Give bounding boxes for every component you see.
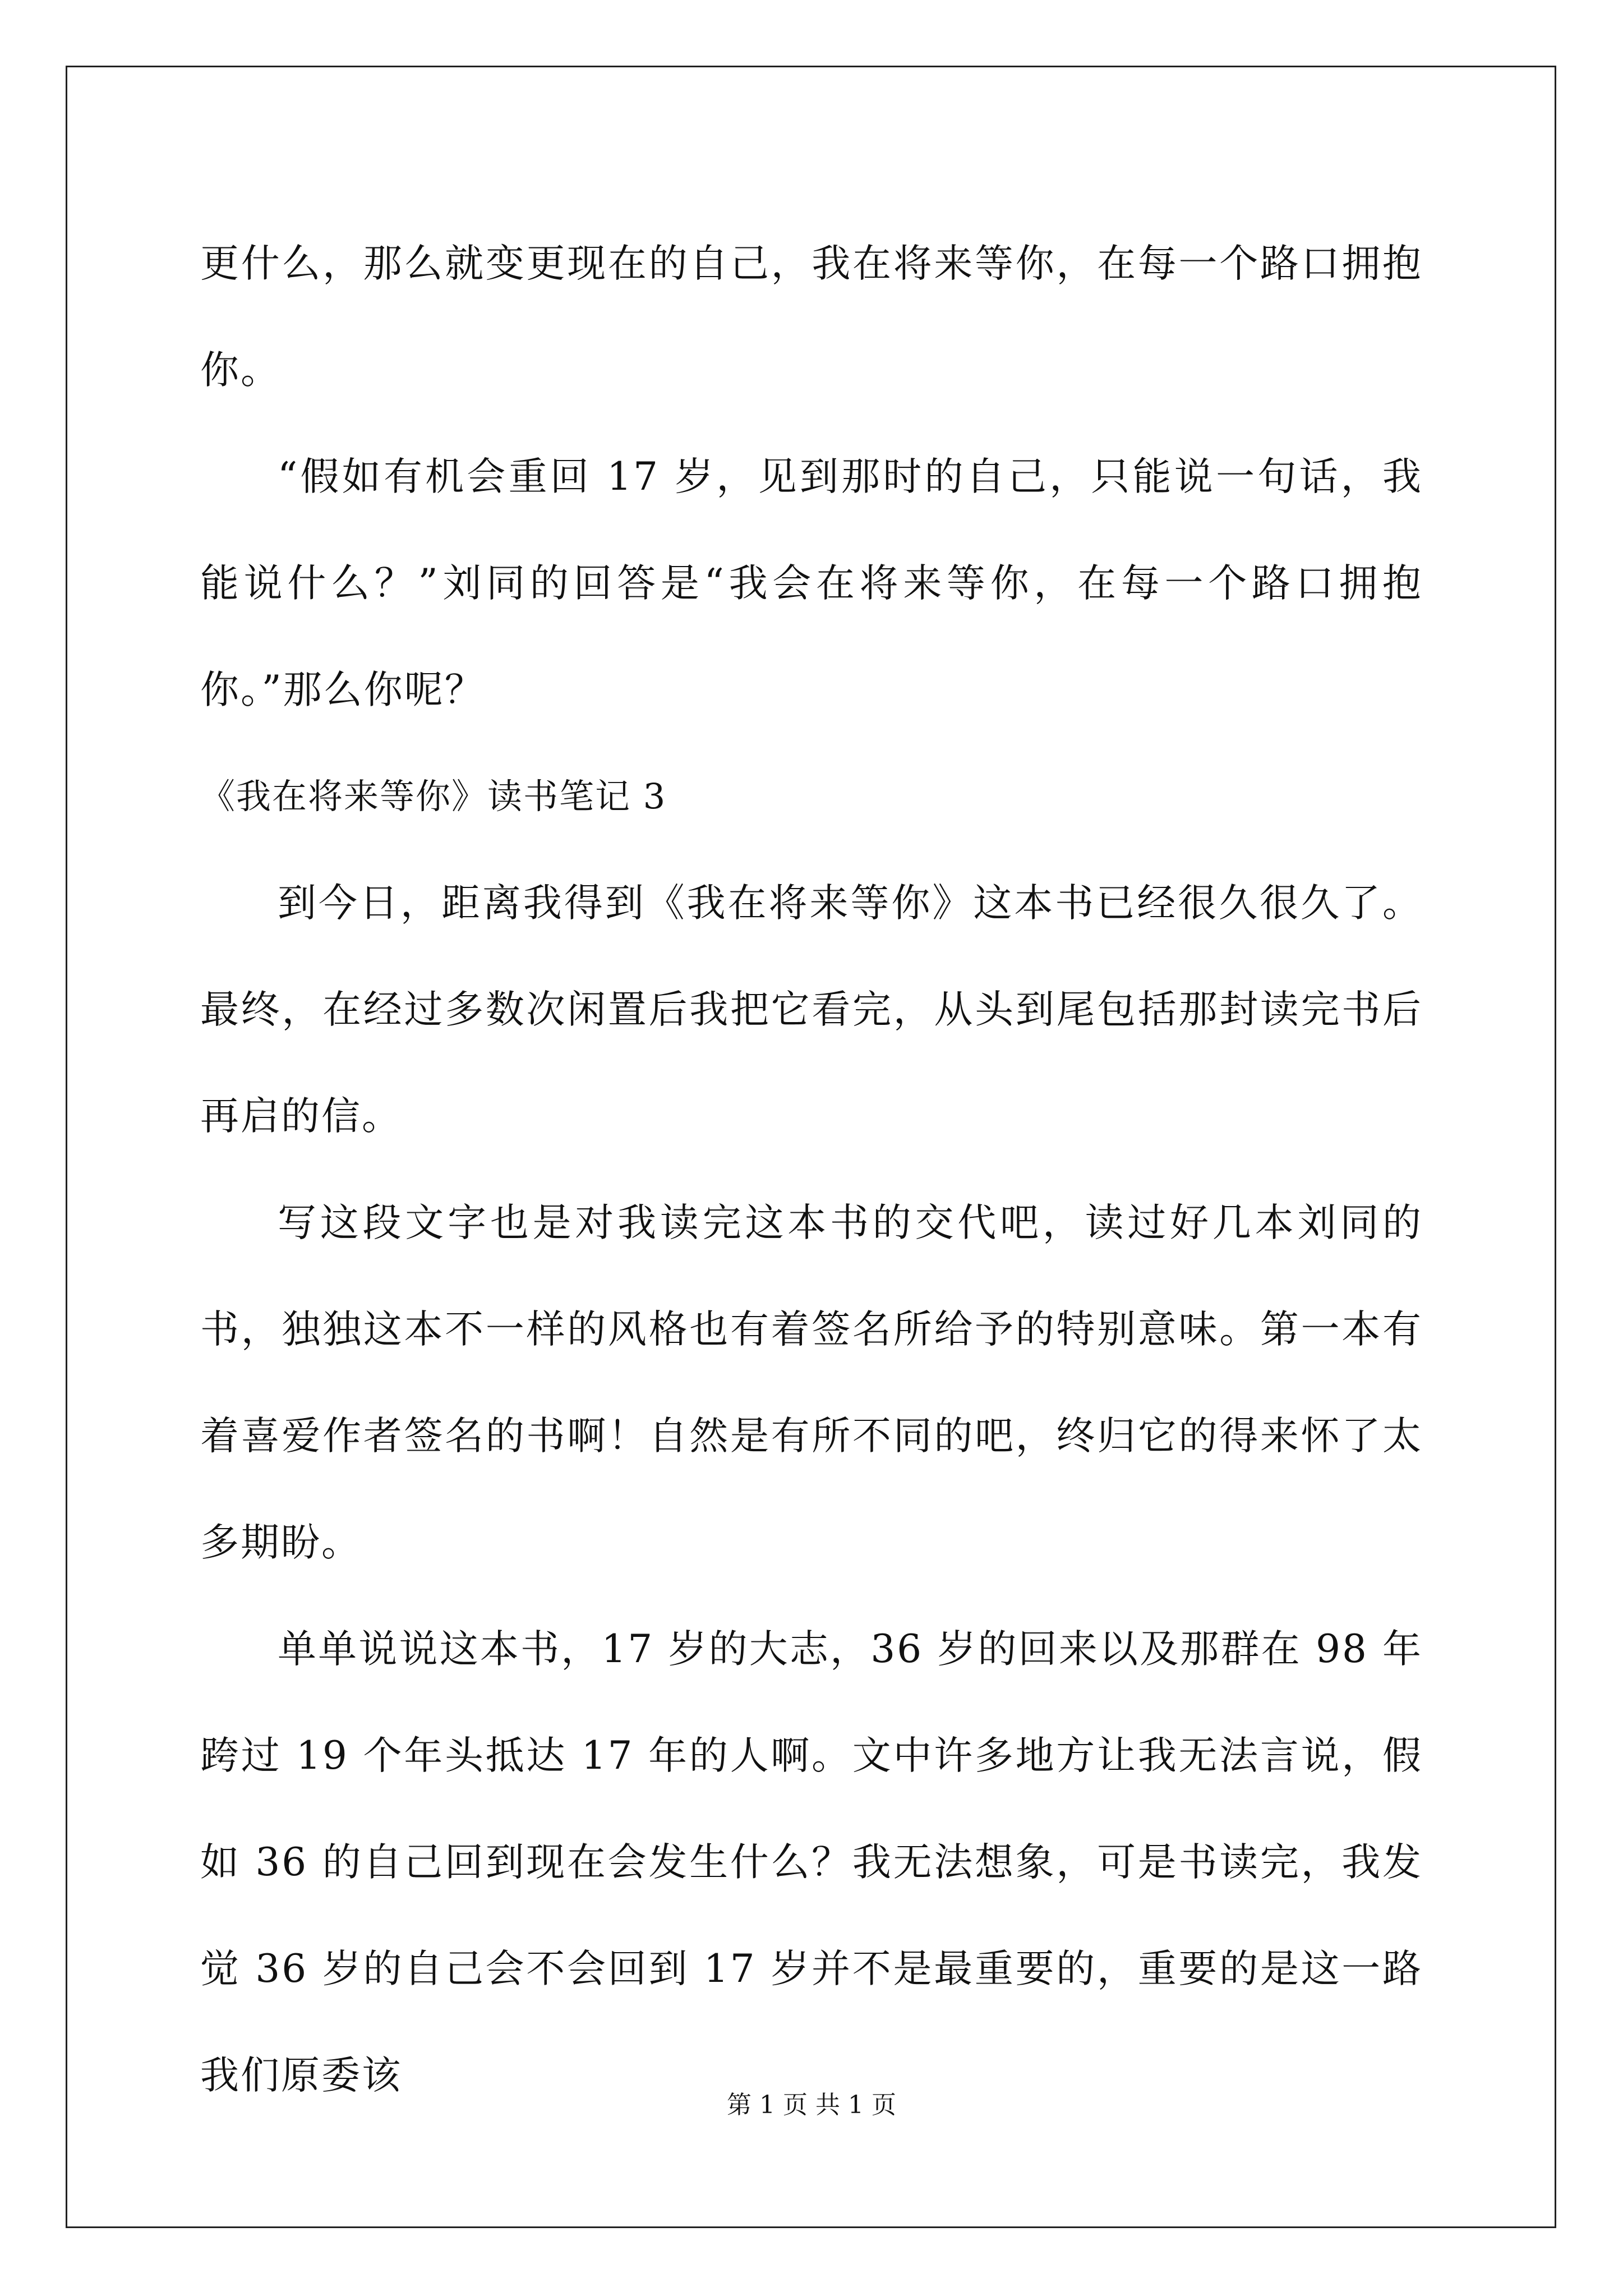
page-footer: 第 1 页 共 1 页 (727, 2091, 896, 2119)
section-heading: 《我在将来等你》读书笔记 3 (200, 776, 667, 817)
paragraph-3: 到今日，距离我得到《我在将来等你》这本书已经很久很久了。最终，在经过多数次闲置后我把它看完，从头到尾包括那封读完书后再启的信。 (200, 881, 1423, 1139)
paragraph-5: 单单说说这本书，17 岁的大志，36 岁的回来以及那群在 98 年跨过 19 个年头抵达 17 年的人啊。文中许多地方让我无法言说，假如 36 的自己回到现在会发生什么？我无法想象，可是书读完，我发觉 36 岁的自己会不会回到 17 岁并不是最重要的，重要的是这一路我们原委该 (200, 1627, 1423, 2098)
paragraph-4: 写这段文字也是对我读完这本书的交代吧，读过好几本刘同的书，独独这本不一样的风格也有着签名所给予的特别意味。第一本有着喜爱作者签名的书啊！自然是有所不同的吧，终归它的得来怀了太多期盼。 (200, 1200, 1423, 1565)
document-body (200, 210, 1423, 2129)
paragraph-1: 更什么，那么就变更现在的自己，我在将来等你，在每一个路口拥抱你。 (200, 241, 1423, 393)
paragraph-2: “假如有机会重回 17 岁，见到那时的自己，只能说一句话，我能说什么？”刘同的回答是“我会在将来等你，在每一个路口拥抱你。”那么你呢？ (200, 454, 1423, 712)
